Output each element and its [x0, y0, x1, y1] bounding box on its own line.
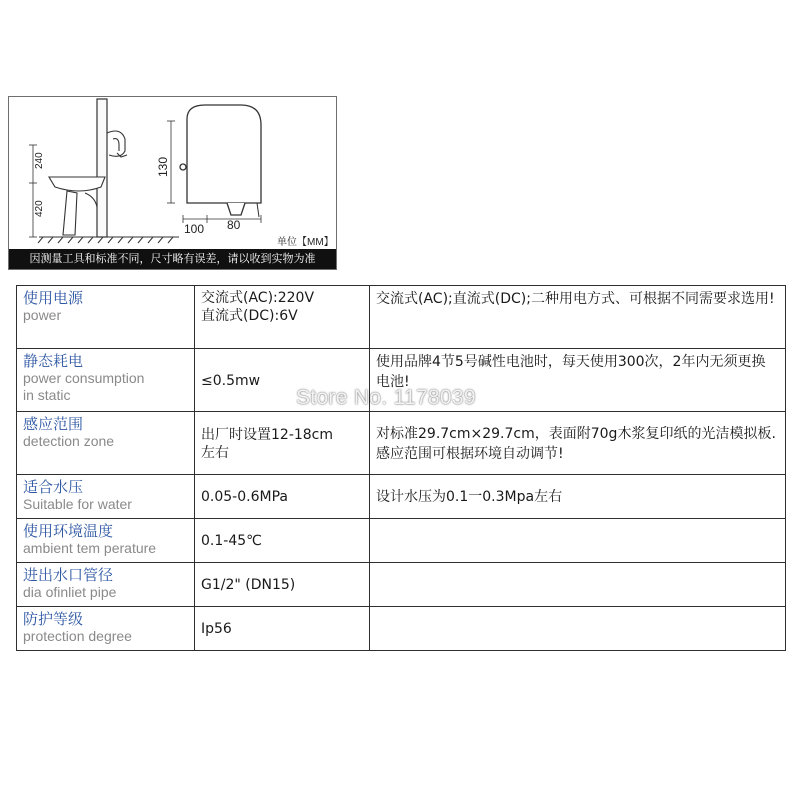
- spec-label-zh: 静态耗电: [23, 352, 84, 370]
- spec-label-zh: 使用电源: [23, 289, 84, 307]
- dim-width-text: 80: [227, 218, 241, 232]
- spec-label-cell: [17, 607, 195, 651]
- spec-row-pipe-diameter: [17, 563, 786, 607]
- spec-label-en: detection zone: [23, 433, 115, 449]
- spec-row-power: [17, 286, 786, 349]
- spec-note: 交流式(AC);直流式(DC);二种用电方式、可根据不同需要求选用!: [376, 291, 775, 307]
- spec-label-cell: [17, 349, 195, 412]
- spec-label-cell: [17, 563, 195, 607]
- spec-note-cell: [370, 563, 786, 607]
- dim-lower-text: 420: [34, 200, 45, 217]
- spec-note-cell: [370, 519, 786, 563]
- unit-mount: [257, 203, 259, 217]
- spec-value: 直流式(DC):6V: [201, 308, 298, 324]
- spec-label-en: in static: [23, 387, 71, 403]
- spec-label-cell: [17, 412, 195, 475]
- installation-diagram: [8, 96, 337, 270]
- spec-table: [16, 285, 786, 651]
- spec-label-en: ambient tem perature: [23, 540, 157, 556]
- spec-label-en: dia ofinliet pipe: [23, 584, 117, 600]
- spec-note-cell: [370, 475, 786, 519]
- unit-label: 单位【MM】: [277, 237, 334, 248]
- spec-label-cell: [17, 286, 195, 349]
- spec-label-zh: 适合水压: [23, 478, 84, 496]
- spec-value: 左右: [201, 444, 229, 461]
- spec-label-zh: 使用环境温度: [23, 522, 114, 540]
- spec-value-cell: [195, 563, 370, 607]
- spec-value: G1/2" (DN15): [201, 577, 296, 593]
- spec-row-water-pressure: [17, 475, 786, 519]
- spec-label-en: Suitable for water: [23, 496, 132, 512]
- spec-value-cell: [195, 412, 370, 475]
- spec-label-zh: 感应范围: [23, 415, 84, 433]
- spec-value: Ip56: [201, 621, 232, 637]
- spec-value: ≤0.5mw: [201, 372, 261, 389]
- floor-hatch: [38, 237, 179, 243]
- spec-value-cell: [195, 607, 370, 651]
- dimension-disclaimer: 因测量工具和标准不同，尺寸略有误差，请以收到实物为准: [9, 249, 336, 269]
- spec-value-cell: [195, 286, 370, 349]
- spec-note-cell: [370, 607, 786, 651]
- spec-note: 对标准29.7cm×29.7cm，表面附70g木浆复印纸的光洁模拟板.感应范围可根据环境自动调节!: [376, 425, 776, 462]
- spec-label-cell: [17, 475, 195, 519]
- diagram-drawing: [9, 97, 338, 251]
- spec-value-cell: [195, 519, 370, 563]
- spec-label-zh: 进出水口管径: [23, 566, 114, 584]
- dim-unit-height-text: 130: [156, 156, 170, 177]
- spec-row-protection-degree: [17, 607, 786, 651]
- spec-label-en: protection degree: [23, 628, 132, 644]
- spec-note-cell: [370, 286, 786, 349]
- spec-row-detection-zone: [17, 412, 786, 475]
- spec-row-ambient-temperature: [17, 519, 786, 563]
- spec-value: 0.1-45℃: [201, 533, 262, 549]
- spec-note-cell: [370, 412, 786, 475]
- dim-upper-text: 240: [34, 152, 45, 169]
- wall-section: [97, 99, 107, 237]
- spec-note: 设计水压为0.1一0.3Mpa左右: [376, 489, 563, 505]
- spec-value: 0.05-0.6MPa: [201, 489, 288, 505]
- spec-note: 使用品牌4节5号碱性电池时，每天使用300次，2年内无须更换电池!: [376, 354, 766, 390]
- store-watermark: Store No. 1178039: [296, 386, 476, 409]
- spec-value: 交流式(AC):220V: [201, 290, 315, 306]
- spec-label-en: power consumption: [23, 370, 145, 386]
- spec-value: 出厂时设置12-18cm: [201, 426, 334, 443]
- unit-front-view: [180, 105, 261, 215]
- spec-value-cell: [195, 475, 370, 519]
- dim-depth-text: 100: [184, 222, 205, 236]
- spec-label-cell: [17, 519, 195, 563]
- spec-label-en: power: [23, 307, 62, 323]
- faucet-unit: [107, 131, 127, 157]
- spec-label-zh: 防护等级: [23, 610, 84, 628]
